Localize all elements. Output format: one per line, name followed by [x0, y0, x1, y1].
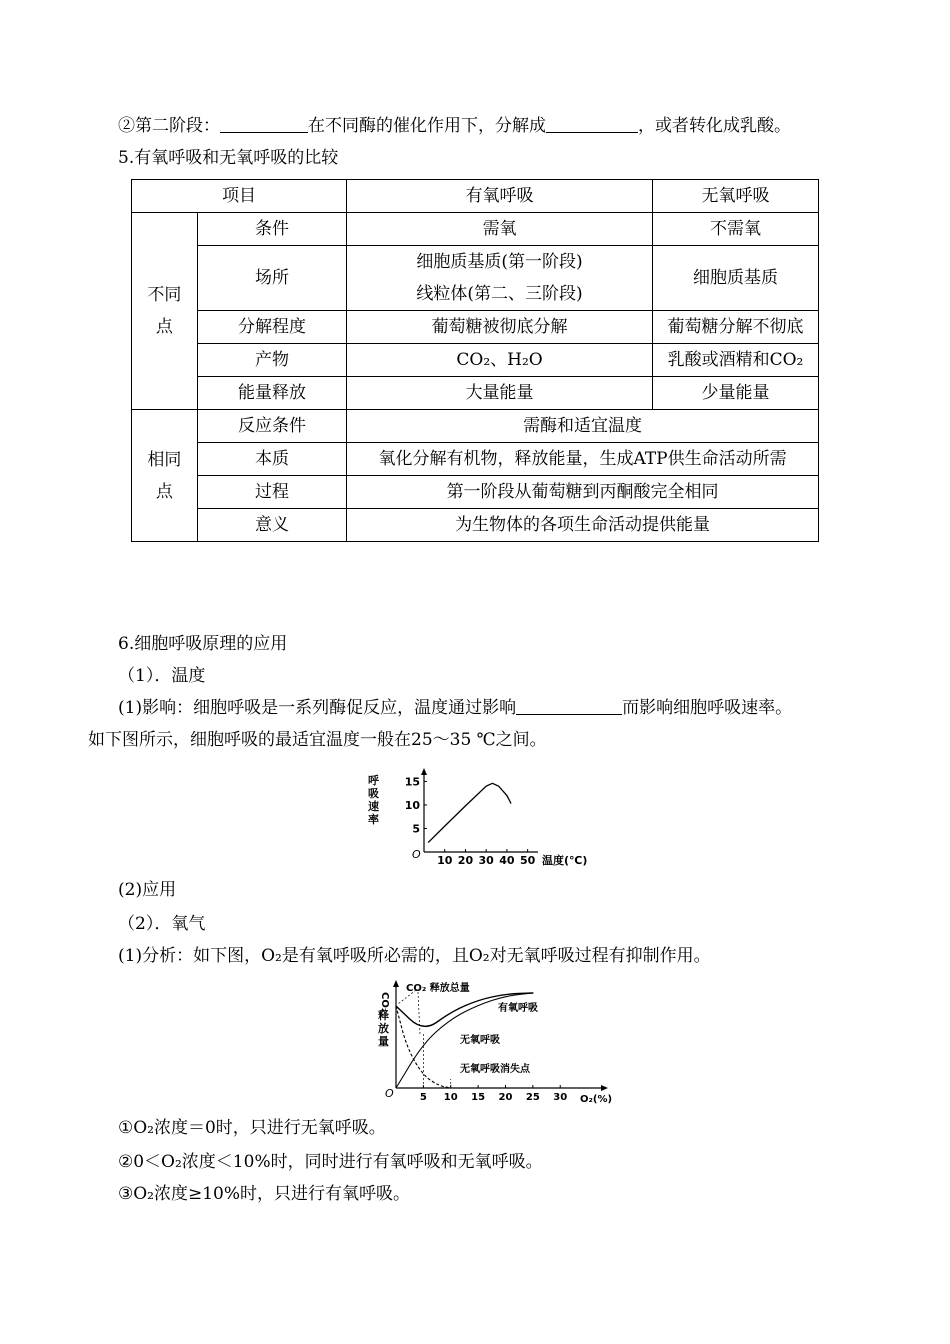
- table-header-row: [132, 180, 819, 213]
- oxy-x-tick-label: 20: [498, 1092, 513, 1103]
- temp-x-tick-label: 30: [478, 854, 494, 867]
- row-anaerobic: [653, 311, 819, 344]
- row-aerobic-line2: 线粒体(第二、三阶段): [416, 284, 583, 304]
- row-aerobic: 需氧: [347, 213, 653, 246]
- table-row: [132, 476, 819, 509]
- row-item: 过程: [197, 476, 346, 509]
- row-item: 本质: [197, 443, 346, 476]
- fill-blank[interactable]: [546, 114, 638, 133]
- temp-ylabel-char: 吸: [368, 787, 379, 800]
- row-anaerobic: 乳酸或酒精和CO₂: [653, 344, 819, 377]
- comparison-table: [131, 179, 819, 542]
- oxy-ylabel-char: 量: [378, 1035, 389, 1048]
- oxy-label-total: CO₂ 释放总量: [406, 983, 470, 994]
- temp-x-tick-label: 40: [499, 854, 515, 867]
- temp-x-tick-label: 20: [457, 854, 474, 867]
- oxy-label-vanish: 无氧呼吸消失点: [460, 1064, 530, 1075]
- row-item: 条件: [197, 213, 346, 246]
- table-row: [132, 246, 819, 311]
- temp-ylabel-char: 速: [368, 800, 379, 813]
- table-row: [132, 213, 819, 246]
- oxy-ylabel-char: 放: [378, 1022, 389, 1035]
- row-anaerobic: 少量能量: [653, 377, 819, 410]
- header-aerobic: 有氧呼吸: [347, 180, 653, 213]
- temp-origin-label: O: [412, 848, 421, 861]
- row-item: 反应条件: [197, 410, 346, 443]
- row-aerobic: 葡萄糖被彻底分解: [347, 311, 653, 344]
- table-row: [132, 509, 819, 542]
- temp-y-tick-label: 10: [404, 798, 420, 812]
- section5-title: 5.有氧呼吸和无氧呼吸的比较: [118, 148, 339, 168]
- temp-x-tick-label: 10: [437, 854, 453, 867]
- diff-label-text: 不同点: [147, 285, 182, 337]
- diff-label: [132, 213, 198, 410]
- row-anaerobic: 不需氧: [653, 213, 819, 246]
- table-row: [132, 377, 819, 410]
- oxy-label-aerobic: 有氧呼吸: [498, 1003, 538, 1014]
- temp-effect-line2: 如下图所示，细胞呼吸的最适宜温度一般在25～35 ℃之间。: [88, 730, 547, 750]
- table-row: [132, 443, 819, 476]
- stage2-middle: 在不同酶的催化作用下，分解成: [308, 116, 546, 136]
- oxygen-analysis: (1)分析：如下图，O₂是有氧呼吸所必需的，且O₂对无氧呼吸过程有抑制作用。: [118, 946, 711, 966]
- oxy-x-tick-label: 10: [443, 1092, 458, 1103]
- row-item: 意义: [197, 509, 346, 542]
- temp-y-tick-label: 15: [404, 775, 420, 789]
- point-2: ②0＜O₂浓度＜10%时，同时进行有氧呼吸和无氧呼吸。: [118, 1152, 543, 1172]
- temp-series-line: [428, 783, 511, 842]
- oxy-x-tick-label: 5: [419, 1092, 427, 1103]
- oxy-ylabel: [378, 992, 390, 1048]
- oxy-ylabel-char: 释: [378, 1009, 389, 1022]
- oxy-y-arrow: [393, 980, 399, 987]
- stage2-prefix: ②第二阶段：: [118, 116, 220, 136]
- oxy-origin-label: O: [385, 1087, 394, 1100]
- row-item: 产物: [197, 344, 346, 377]
- row-aerobic: [347, 246, 653, 311]
- temp-heading: （1）．温度: [118, 666, 206, 686]
- header-item: 项目: [132, 180, 347, 213]
- oxygen-chart: [368, 976, 618, 1110]
- row-aerobic: 大量能量: [347, 377, 653, 410]
- same-label-text: 相同点: [147, 449, 182, 502]
- row-item: 场所: [197, 246, 346, 311]
- row-value: [347, 443, 819, 476]
- fill-blank[interactable]: [220, 114, 308, 133]
- temperature-chart: [358, 766, 608, 872]
- oxy-label-anaerobic: 无氧呼吸: [460, 1035, 500, 1046]
- application-heading: (2)应用: [118, 880, 177, 900]
- stage2-line: [118, 114, 791, 138]
- oxy-x-tick-label: 15: [471, 1092, 486, 1103]
- table-row: [132, 344, 819, 377]
- row-value-text: 氧化分解有机物，释放能量，生成ATP供生命活动所需: [378, 449, 787, 469]
- stage2-suffix: ，或者转化成乳酸。: [638, 116, 791, 136]
- row-value: 需酶和适宜温度: [347, 410, 819, 443]
- row-value: 第一阶段从葡萄糖到丙酮酸完全相同: [347, 476, 819, 509]
- temp-y-arrow: [421, 768, 427, 775]
- temp-ylabel: [368, 773, 380, 826]
- oxy-ylabel-co2: CO₂: [379, 992, 390, 1013]
- oxy-xlabel: O₂(%): [580, 1094, 613, 1105]
- temp-xlabel: 温度(℃): [542, 854, 588, 867]
- row-value: 为生物体的各项生命活动提供能量: [347, 509, 819, 542]
- oxygen-heading: （2）．氧气: [118, 914, 206, 934]
- point-3: ③O₂浓度≥10%时，只进行有氧呼吸。: [118, 1184, 411, 1204]
- temp-ylabel-char: 呼: [368, 774, 379, 787]
- temp-ylabel-char: 率: [368, 813, 379, 826]
- temp-effect-suffix: 而影响细胞呼吸速率。: [622, 698, 793, 718]
- row-aerobic-line1: 细胞质基质(第一阶段): [416, 252, 583, 272]
- temp-effect-line: [118, 696, 792, 720]
- table-row: [132, 311, 819, 344]
- temp-effect-prefix: (1)影响：细胞呼吸是一系列酶促反应，温度通过影响: [118, 698, 517, 718]
- table-row: [132, 410, 819, 443]
- section6-title: 6.细胞呼吸原理的应用: [118, 634, 288, 654]
- oxy-total-leader: [418, 992, 420, 1034]
- fill-blank[interactable]: [516, 696, 622, 715]
- same-label: [132, 410, 198, 542]
- oxy-x-arrow: [601, 1085, 608, 1091]
- point-1: ①O₂浓度＝0时，只进行无氧呼吸。: [118, 1118, 386, 1138]
- row-item: 分解程度: [197, 311, 346, 344]
- header-anaerobic: 无氧呼吸: [653, 180, 819, 213]
- row-anaerobic: 细胞质基质: [653, 246, 819, 311]
- temp-x-tick-label: 50: [519, 854, 536, 867]
- row-aerobic: CO₂、H₂O: [347, 344, 653, 377]
- row-anaerobic-text: 葡萄糖分解不彻底: [667, 317, 804, 337]
- oxy-x-tick-label: 30: [553, 1092, 568, 1103]
- temp-y-tick-label: 5: [412, 822, 420, 836]
- row-item: 能量释放: [197, 377, 346, 410]
- oxy-x-tick-label: 25: [525, 1092, 540, 1103]
